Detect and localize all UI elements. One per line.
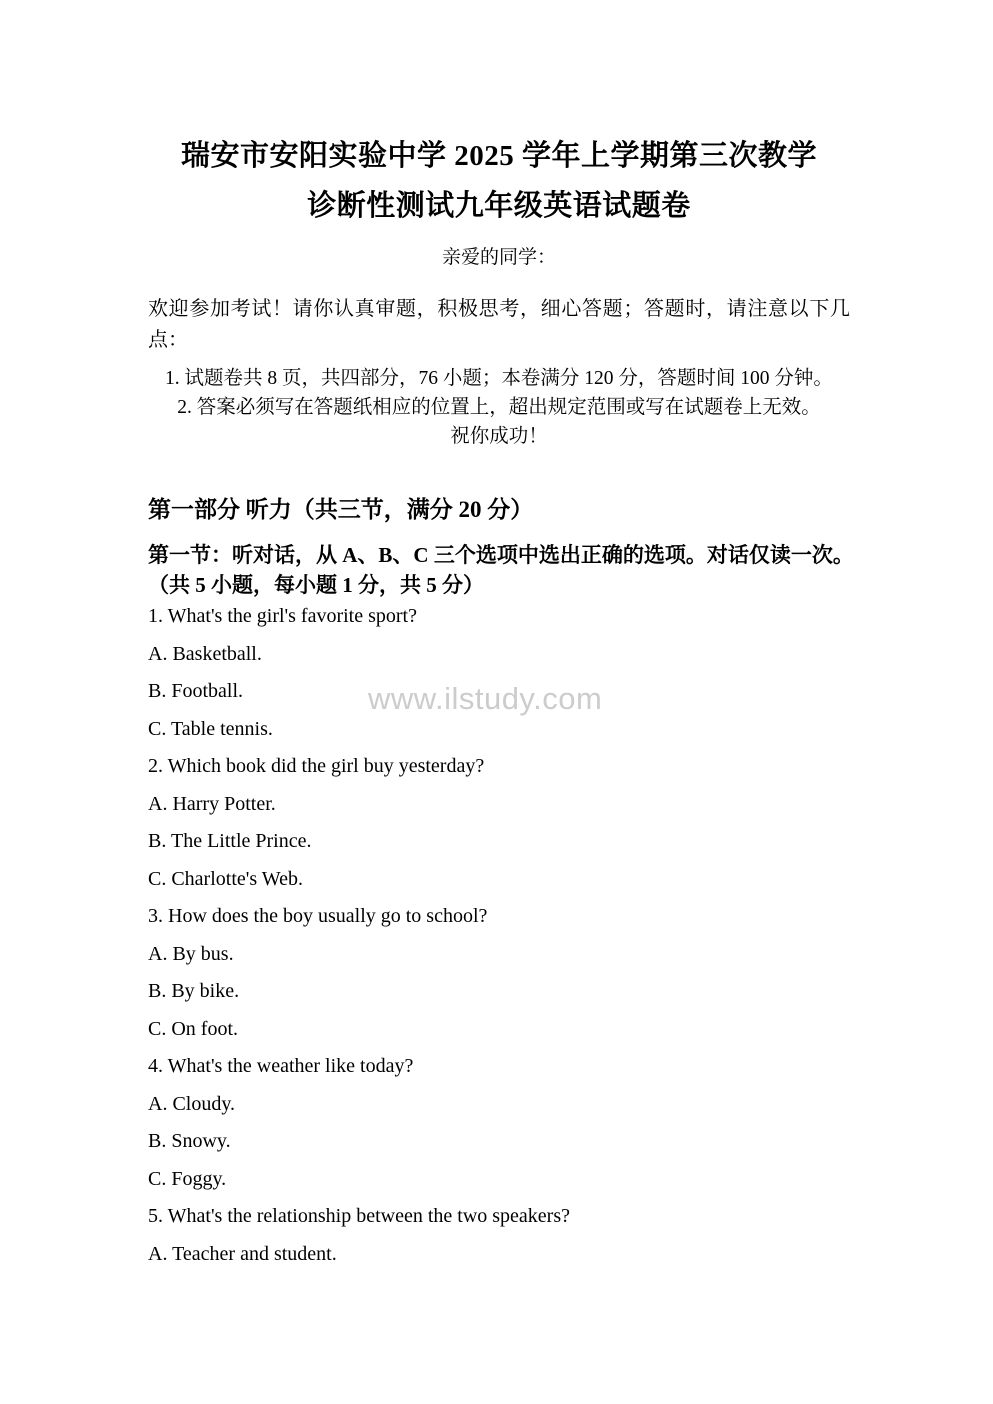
question-option: B. Football. bbox=[148, 680, 244, 702]
page-title bbox=[148, 131, 850, 231]
question-list bbox=[148, 606, 850, 1281]
section-one-heading bbox=[148, 540, 854, 600]
page-title-line-2: 诊断性测试九年级英语试题卷 bbox=[307, 190, 691, 222]
question-option: B. By bike. bbox=[148, 980, 240, 1002]
question-stem: 3. How does the boy usually go to school? bbox=[148, 905, 488, 927]
site-watermark: www.ilstudy.com bbox=[368, 681, 603, 716]
question-stem: 4. What's the weather like today? bbox=[148, 1055, 414, 1077]
section-one-heading-line-1: 第一节：听对话，从 A、B、C 三个选项中选出正确的选项。对话仅读一次。 bbox=[148, 543, 854, 567]
question-option: C. Table tennis. bbox=[148, 717, 273, 740]
part-one-heading: 第一部分 听力（共三节，满分 20 分） bbox=[148, 497, 534, 522]
question-option: B. Snowy. bbox=[148, 1130, 231, 1152]
instruction-note-2: 2. 答案必须写在答题纸相应的位置上，超出规定范围或写在试题卷上无效。 bbox=[177, 397, 821, 418]
question-stem: 1. What's the girl's favorite sport? bbox=[148, 605, 417, 627]
intro-paragraph: 欢迎参加考试！请你认真审题，积极思考，细心答题；答题时，请注意以下几点： bbox=[148, 298, 850, 351]
question-stem: 2. Which book did the girl buy yesterday? bbox=[148, 755, 485, 777]
question-option: C. Foggy. bbox=[148, 1167, 227, 1190]
question-option: C. Charlotte's Web. bbox=[148, 867, 303, 890]
instruction-note-1: 1. 试题卷共 8 页，共四部分，76 小题；本卷满分 120 分，答题时间 100 分钟。 bbox=[165, 368, 833, 389]
question-stem: 5. What's the relationship between the two speakers? bbox=[148, 1205, 570, 1227]
greeting-line: 亲爱的同学： bbox=[441, 247, 556, 268]
page-title-line-1: 瑞安市安阳实验中学 2025 学年上学期第三次教学 bbox=[180, 140, 817, 172]
question-option: B. The Little Prince. bbox=[148, 830, 312, 852]
question-option: A. Teacher and student. bbox=[148, 1242, 337, 1265]
question-option: A. Harry Potter. bbox=[148, 792, 276, 815]
section-one-heading-line-2: （共 5 小题，每小题 1 分，共 5 分） bbox=[148, 573, 484, 597]
instruction-notes bbox=[148, 364, 850, 451]
question-option: A. By bus. bbox=[148, 942, 234, 965]
good-luck-line: 祝你成功！ bbox=[450, 426, 548, 447]
question-option: C. On foot. bbox=[148, 1017, 238, 1040]
question-option: A. Cloudy. bbox=[148, 1092, 236, 1115]
question-option: A. Basketball. bbox=[148, 642, 262, 665]
